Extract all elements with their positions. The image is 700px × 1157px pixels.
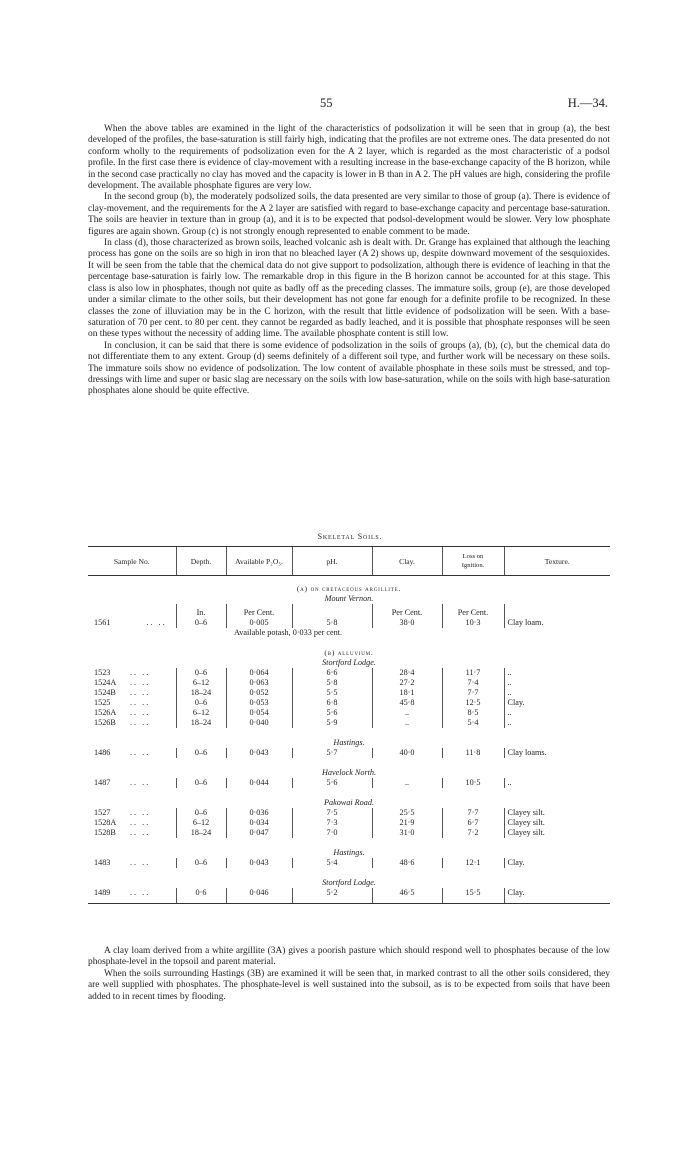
ph: 5·9 — [292, 718, 372, 728]
depth: 6–12 — [176, 818, 226, 828]
page-number: 55 — [320, 96, 333, 110]
header-loss-line2: Ignition. — [461, 562, 485, 569]
phosphate: 0·052 — [226, 688, 292, 698]
clay: .. — [372, 778, 442, 788]
paragraph: In class (d), those characterized as brown soils, leached volcanic ash is dealt with. Dr. Grange has explained that although the leaching process has gone on the soils are so high in iron that no bleached layer (A 2) shows up, despite downward movement of the sesquioxides. It will be seen from the table that the chemical data do not give support to podsolization, although there is evidence of leaching in that the percentage base-saturation is fairly low. The remarkable drop in this figure in the B horizon cannot be accounted for at this stage. This class is also low in phosphates, though not quite as badly off as the preceding classes. The immature soils, group (e), are those developed under a similar climate to the other soils, but their development has not gone far enough for a definite profile to be recognized. In these classes the zone of illuviation may be in the C horizon, with the result that little evidence of podsolization will be seen. With a base-saturation of 70 per cent. to 80 per cent. they cannot be regarded as badly leached, and it is possible that phosphate responses will be seen on these types without the necessity of adding lime. The available phosphate content is still low. — [88, 238, 610, 340]
sample-no: 1528B — [94, 828, 116, 837]
table-row — [88, 828, 610, 838]
phosphate: 0·064 — [226, 668, 292, 678]
table-row — [88, 688, 610, 698]
place-havelock-north: Havelock North. — [321, 768, 377, 777]
depth: 6–12 — [176, 708, 226, 718]
header-ph: pH. — [292, 547, 372, 576]
depth: 18–24 — [176, 688, 226, 698]
ph: 6·6 — [292, 668, 372, 678]
loss: 11·8 — [442, 748, 504, 758]
ph: 7·0 — [292, 828, 372, 838]
clay: 27·2 — [372, 678, 442, 688]
texture: Clay. — [504, 698, 610, 708]
page-header — [0, 96, 700, 110]
section-heading-row — [88, 638, 610, 658]
phosphate: 0·063 — [226, 678, 292, 688]
note-row — [88, 628, 610, 638]
leader-dots: .. .. — [130, 718, 151, 727]
clay: 25·5 — [372, 808, 442, 818]
clay: 48·6 — [372, 858, 442, 868]
place-heading-row — [88, 594, 610, 604]
texture: .. — [504, 688, 610, 698]
leader-dots: .. .. — [130, 748, 151, 757]
table-row — [88, 888, 610, 898]
leader-dots: .. .. — [130, 808, 151, 817]
texture: .. — [504, 778, 610, 788]
table-row — [88, 708, 610, 718]
place-hastings: Hastings. — [333, 738, 365, 747]
skeletal-soils-table — [88, 546, 610, 904]
loss: 7·4 — [442, 678, 504, 688]
place-mount-vernon: Mount Vernon. — [324, 594, 374, 603]
units-row — [88, 604, 610, 618]
hastings2-rows — [88, 858, 610, 868]
phosphate: 0·047 — [226, 828, 292, 838]
sample-no: 1526B — [94, 718, 116, 727]
stortford-rows — [88, 668, 610, 728]
header-loss — [442, 547, 504, 576]
phosphate: 0·005 — [226, 618, 292, 628]
table-bottom-rule — [88, 898, 610, 904]
leader-dots: .. .. — [130, 818, 151, 827]
place-stortford-lodge-2: Stortford Lodge. — [322, 878, 376, 887]
table-row — [88, 778, 610, 788]
table-row — [88, 748, 610, 758]
texture: Clay loams. — [504, 748, 610, 758]
sample-no: 1561 — [94, 618, 111, 627]
table-row — [88, 668, 610, 678]
sample-no: 1527 — [94, 808, 111, 817]
depth: 18–24 — [176, 718, 226, 728]
sample-no: 1487 — [94, 778, 111, 787]
leader-dots: .. .. — [130, 708, 151, 717]
header-texture: Texture. — [504, 547, 610, 576]
phosphate: 0·036 — [226, 808, 292, 818]
loss: 10·3 — [442, 618, 504, 628]
ph: 5·6 — [292, 708, 372, 718]
loss: 7·7 — [442, 808, 504, 818]
potash-note: Available potash, 0·033 per cent. — [234, 628, 343, 637]
leader-dots: .. .. — [146, 618, 167, 627]
clay: 31·0 — [372, 828, 442, 838]
texture: Clay. — [504, 858, 610, 868]
intro-text — [88, 124, 610, 398]
place-heading-row — [88, 758, 610, 778]
ph: 5·6 — [292, 778, 372, 788]
place-stortford-lodge: Stortford Lodge. — [322, 658, 376, 667]
clay: 18·1 — [372, 688, 442, 698]
document-reference: H.—34. — [567, 96, 608, 110]
sample-no: 1524B — [94, 688, 116, 697]
phosphate: 0·044 — [226, 778, 292, 788]
table-row — [88, 818, 610, 828]
ph: 5·4 — [292, 858, 372, 868]
paragraph: A clay loam derived from a white argillite (3A) gives a poorish pasture which should respond well to phosphates because of the low phosphate-level in the topsoil and parent material. — [88, 946, 610, 968]
header-phosphate: Available P₂O₅. — [226, 547, 292, 576]
texture: Clay loam. — [504, 618, 610, 628]
section-heading-row — [88, 576, 610, 595]
ph: 5·7 — [292, 748, 372, 758]
ph: 5·8 — [292, 678, 372, 688]
texture: Clayey silt. — [504, 828, 610, 838]
place-pakowai-road: Pakowai Road. — [323, 798, 375, 807]
depth: 0·6 — [176, 888, 226, 898]
loss: 6·7 — [442, 818, 504, 828]
ph: 7·5 — [292, 808, 372, 818]
texture: .. — [504, 718, 610, 728]
leader-dots: .. .. — [130, 678, 151, 687]
leader-dots: .. .. — [130, 888, 151, 897]
phosphate: 0·053 — [226, 698, 292, 708]
unit-clay: Per Cent. — [372, 604, 442, 618]
sample-no: 1483 — [94, 858, 111, 867]
depth: 18–24 — [176, 828, 226, 838]
sample-no: 1486 — [94, 748, 111, 757]
header-clay: Clay. — [372, 547, 442, 576]
ph: 5·5 — [292, 688, 372, 698]
sample-no: 1524A — [94, 678, 117, 687]
header-loss-line1: Loss on — [462, 553, 484, 560]
loss: 10·5 — [442, 778, 504, 788]
paragraph: When the above tables are examined in the light of the characteristics of podsolization it will be seen that in group (a), the best developed of the profiles, the base-saturation is still fairly high, indicating that the profiles are not extreme ones. The data presented do not conform wholly to the requirements of podsolization even for the A 2 layer, which is regarded as the most characteristic of a podsol profile. In the first case there is evidence of clay-movement with a resulting increase in the base-exchange capacity of the B horizon, while in the second case practically no clay has moved and the capacity is lower in B than in A 2. The pH values are high, considering the profile development. The available phosphate figures are very low. — [88, 124, 610, 192]
loss: 7·2 — [442, 828, 504, 838]
place-heading-row — [88, 788, 610, 808]
clay: 28·4 — [372, 668, 442, 678]
sample-no: 1528A — [94, 818, 117, 827]
clay: 40·0 — [372, 748, 442, 758]
leader-dots: .. .. — [130, 698, 151, 707]
havelock-rows — [88, 778, 610, 788]
leader-dots: .. .. — [130, 858, 151, 867]
texture: .. — [504, 708, 610, 718]
texture: Clay. — [504, 888, 610, 898]
leader-dots: .. .. — [130, 828, 151, 837]
depth: 0–6 — [176, 698, 226, 708]
phosphate: 0·046 — [226, 888, 292, 898]
table-row — [88, 718, 610, 728]
table-header-row — [88, 547, 610, 576]
ph: 5·2 — [292, 888, 372, 898]
loss: 8·5 — [442, 708, 504, 718]
table-row — [88, 618, 610, 628]
clay: 21·9 — [372, 818, 442, 828]
paragraph: When the soils surrounding Hastings (3B) are examined it will be seen that, in marked contrast to all the other soils considered, they are well supplied with phosphates. The phosphate-level is well sustained into the subsoil, as is to be expected from soils that have been added to in recent times by flooding. — [88, 968, 610, 1002]
table-row — [88, 808, 610, 818]
phosphate: 0·040 — [226, 718, 292, 728]
unit-phosphate: Per Cent. — [226, 604, 292, 618]
pakowai-rows — [88, 808, 610, 838]
loss: 12·1 — [442, 858, 504, 868]
depth: 0–6 — [176, 858, 226, 868]
texture: Clayey silt. — [504, 818, 610, 828]
place-heading-row — [88, 868, 610, 888]
header-depth: Depth. — [176, 547, 226, 576]
hastings-rows — [88, 748, 610, 758]
sample-no: 1523 — [94, 668, 111, 677]
header-sample: Sample No. — [88, 547, 176, 576]
clay: 45·8 — [372, 698, 442, 708]
loss: 7·7 — [442, 688, 504, 698]
unit-depth: In. — [176, 604, 226, 618]
table-row — [88, 858, 610, 868]
ph: 5·8 — [292, 618, 372, 628]
phosphate: 0·043 — [226, 858, 292, 868]
sample-no: 1526A — [94, 708, 117, 717]
clay: .. — [372, 718, 442, 728]
texture: .. — [504, 678, 610, 688]
place-heading-row — [88, 838, 610, 858]
place-hastings-2: Hastings. — [333, 848, 365, 857]
depth: 0–6 — [176, 808, 226, 818]
clay: 38·0 — [372, 618, 442, 628]
sample-no: 1525 — [94, 698, 111, 707]
paragraph: In the second group (b), the moderately podsolized soils, the data presented are very similar to those of group (a). There is evidence of clay-movement, and the requirements for the A 2 layer are satisfied with regard to base-exchange capacity and percentage base-saturation. The soils are heavier in texture than in group (a), and it is to be expected that podsol-development would be slower. Very low phosphate figures are again shown. Group (c) is not strongly enough represented to enable comment to be made. — [88, 192, 610, 237]
table-row — [88, 678, 610, 688]
ph: 7·3 — [292, 818, 372, 828]
loss: 15·5 — [442, 888, 504, 898]
depth: 6–12 — [176, 678, 226, 688]
section-b-heading: (b) alluvium. — [324, 648, 374, 657]
paragraph: In conclusion, it can be said that there is some evidence of podsolization in the soils of groups (a), (b), (c), but the chemical data do not differentiate them to any extent. Group (d) seems definitely of a different soil type, and further work will be necessary on these soils. The immature soils show no evidence of podsolization. The low content of available phosphate in these soils must be stressed, and top-dressings with lime and super or basic slag are necessary on the soils with low base-saturation, while on the soils with high base-saturation phosphates alone should be quite effective. — [88, 340, 610, 397]
clay: 46·5 — [372, 888, 442, 898]
loss: 5·4 — [442, 718, 504, 728]
sample-no: 1489 — [94, 888, 111, 897]
unit-loss: Per Cent. — [442, 604, 504, 618]
loss: 12·5 — [442, 698, 504, 708]
closing-text — [88, 946, 610, 1003]
texture: Clayey silt. — [504, 808, 610, 818]
phosphate: 0·054 — [226, 708, 292, 718]
depth: 0–6 — [176, 668, 226, 678]
section-a-heading: (a) on cretaceous argillite. — [296, 584, 402, 593]
loss: 11·7 — [442, 668, 504, 678]
stortford2-rows — [88, 888, 610, 898]
table-title: Skeletal Soils. — [317, 532, 383, 541]
phosphate: 0·034 — [226, 818, 292, 828]
phosphate: 0·043 — [226, 748, 292, 758]
depth: 0–6 — [176, 748, 226, 758]
depth: 0–6 — [176, 618, 226, 628]
depth: 0–6 — [176, 778, 226, 788]
leader-dots: .. .. — [130, 668, 151, 677]
ph: 6·8 — [292, 698, 372, 708]
place-heading-row — [88, 658, 610, 668]
clay: .. — [372, 708, 442, 718]
texture: .. — [504, 668, 610, 678]
leader-dots: .. .. — [130, 688, 151, 697]
place-heading-row — [88, 728, 610, 748]
leader-dots: .. .. — [130, 778, 151, 787]
table-row — [88, 698, 610, 708]
